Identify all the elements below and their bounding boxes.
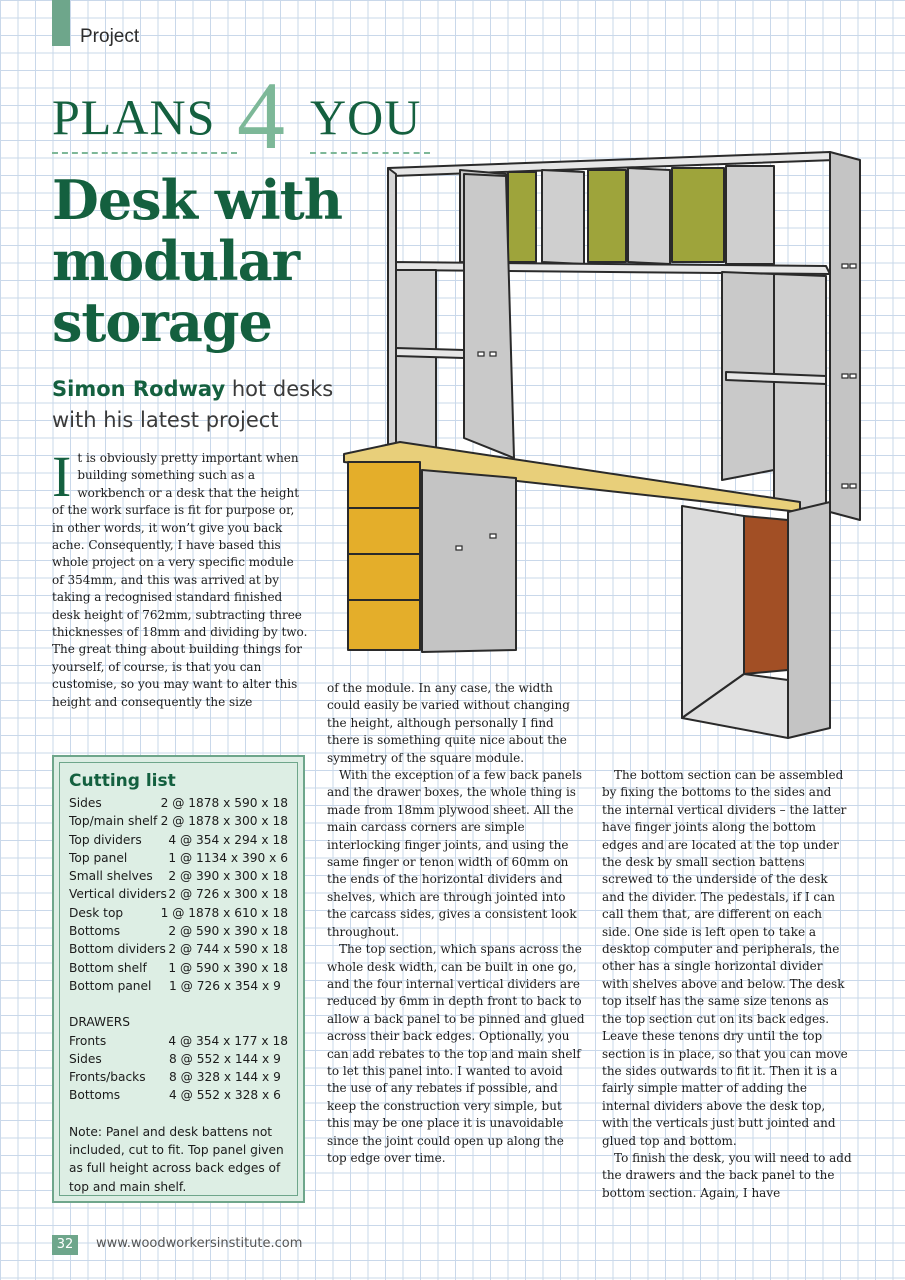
cutting-list-part: Top/main shelf <box>69 814 158 829</box>
right-side-panel <box>830 152 860 520</box>
joint-mark <box>842 374 848 378</box>
cutting-list-part: Top panel <box>69 850 128 865</box>
cutting-list-row <box>69 885 288 903</box>
joint-mark <box>842 484 848 488</box>
joint-mark <box>842 264 848 268</box>
cutting-list-size: 4 @ 552 x 328 x 6 <box>169 1088 281 1103</box>
logo-plans: PLANS <box>52 89 216 145</box>
cutting-list-row <box>69 940 288 958</box>
cutting-list-row <box>69 849 288 867</box>
joint-mark <box>850 374 856 378</box>
cutting-list-part: Bottoms <box>69 1088 121 1103</box>
col3-paragraph-1: The bottom section can be assembled by fixing the bottoms to the sides and the internal vertical dividers – the latter have finger joints along the bottom edges and are located at the top under the desk by small section battens screwed to the underside of the desk and the divider. The pedestals, if I can call them that, are different on each side. One side is left open to take a desktop computer and peripherals, the other has a single horizontal divider with shelves above and below. The desk top itself has the same size tenons as the top section cut on its back edges. Leave these tenons dry until the top section is in place, so that you can move the sides outwards to fit it. Then it is a fairly simple matter of adding the internal dividers above the desk top, with the verticals just butt jointed and glued top and bottom. <box>602 768 848 1148</box>
right-pedestal-side <box>788 502 830 738</box>
top-divider-2 <box>542 170 584 264</box>
title-line-1: Desk with <box>52 168 343 232</box>
cutting-list-part: Desk top <box>69 905 124 920</box>
right-pedestal-back <box>744 516 788 674</box>
top-divider-3 <box>628 168 670 264</box>
body-column-1 <box>52 444 308 711</box>
drawers-items <box>69 1032 288 1105</box>
cutting-list-part: Fronts <box>69 1033 107 1048</box>
cutting-list-size: 4 @ 354 x 177 x 18 <box>168 1033 288 1048</box>
cutting-list-size: 8 @ 552 x 144 x 9 <box>169 1051 281 1066</box>
cutting-list-row <box>69 959 288 977</box>
title-line-3: storage <box>52 290 272 354</box>
drawer-4 <box>348 600 420 650</box>
cutting-list-part: Bottom dividers <box>69 942 166 957</box>
body-column-2 <box>327 680 585 1167</box>
cutting-list-row <box>69 831 288 849</box>
cutting-list-box <box>52 755 305 1203</box>
col2-paragraph-1: of the module. In any case, the width could easily be varied without changing the height, although personally I find there is something quite nice about the symmetry of the square module. <box>327 681 570 765</box>
cutting-list-size: 8 @ 328 x 144 x 9 <box>169 1070 281 1085</box>
drawers-heading: DRAWERS <box>69 1015 130 1030</box>
byline <box>52 374 372 436</box>
cutting-list-part: Fronts/backs <box>69 1070 146 1085</box>
cutting-list-row <box>69 794 288 812</box>
drawer-3 <box>348 554 420 600</box>
cutting-list-part: Small shelves <box>69 869 153 884</box>
left-side-panel <box>388 168 396 458</box>
olive-panel-1 <box>508 172 536 262</box>
cutting-list-size: 2 @ 1878 x 300 x 18 <box>160 814 288 829</box>
cutting-list-size: 2 @ 590 x 390 x 18 <box>168 924 288 939</box>
byline-text-1: hot desks <box>225 377 334 401</box>
byline-author: Simon Rodway <box>52 377 226 401</box>
body-column-3 <box>602 767 852 1202</box>
joint-mark <box>850 264 856 268</box>
cutting-list-row <box>69 812 288 830</box>
joint-mark <box>456 546 462 550</box>
logo-four: 4 <box>237 62 285 169</box>
top-divider-4 <box>726 166 774 264</box>
cutting-list-row <box>69 1086 288 1104</box>
cutting-list-part: Sides <box>69 796 102 810</box>
cutting-list-row <box>69 1068 288 1086</box>
cutting-list-row <box>69 977 288 995</box>
cutting-list-size: 1 @ 1878 x 610 x 18 <box>160 905 288 920</box>
cutting-list-size: 4 @ 354 x 294 x 18 <box>168 832 288 847</box>
cutting-list-size: 1 @ 590 x 390 x 18 <box>168 960 288 975</box>
title-line-2: modular <box>52 229 300 293</box>
col1-paragraph: t is obviously pretty important when building something such as a workbench or a desk that the height of the work surface is fit for purpose or, in other words, it won’t give you back ache. Consequently, I have based this whole project on a very specific module of 354mm, and this was arrived at by taking a recognised standard finished desk height of 762mm, subtracting three thicknesses of 18mm and dividing by two. The great thing about building things for yourself, of course, is that you can customise, so you may want to alter this height and consequently the size <box>52 451 308 709</box>
left-vertical-divider <box>464 174 514 458</box>
cutting-list-row <box>69 1032 288 1050</box>
cutting-list-part: Bottom panel <box>69 978 152 993</box>
section-bar <box>52 0 70 46</box>
desk-illustration <box>330 140 878 750</box>
left-small-shelf <box>396 348 464 358</box>
cutting-list-row <box>69 867 288 885</box>
logo-rule-left <box>52 152 237 154</box>
cutting-list-row <box>69 922 288 940</box>
byline-text-2: with his latest project <box>52 408 279 432</box>
olive-panel-3 <box>672 168 724 262</box>
drop-cap: I <box>52 444 72 509</box>
cutting-list-size: 2 @ 390 x 300 x 18 <box>168 869 288 884</box>
joint-mark <box>850 484 856 488</box>
col2-paragraph-2: With the exception of a few back panels and the drawer boxes, the whole thing is made from 18mm plywood sheet. All the main carcass corners are simple interlocking finger joints, and using the same finger or tenon width of 60mm on the ends of the horizontal dividers and shelves, which are through jointed into the carcass sides, gives a consistent look throughout. <box>327 768 582 939</box>
cutting-list-part: Bottoms <box>69 924 121 939</box>
footer-url[interactable]: www.woodworkersinstitute.com <box>96 1236 303 1251</box>
cutting-list-part: Sides <box>69 1051 102 1066</box>
cutting-list-size: 2 @ 726 x 300 x 18 <box>168 887 288 902</box>
cutting-list-part: Top dividers <box>69 832 142 847</box>
cutting-list-row <box>69 904 288 922</box>
cutting-list-part: Vertical dividers <box>69 887 167 902</box>
joint-mark <box>490 352 496 356</box>
cutting-list-title: Cutting list <box>69 771 176 791</box>
cutting-list-part: Bottom shelf <box>69 960 147 975</box>
cutting-list-note: Note: Panel and desk battens not included, cut to fit. Top panel given as full height across back edges of top and main shelf. <box>69 1124 284 1194</box>
cutting-list-size: 1 @ 1134 x 390 x 6 <box>168 850 288 865</box>
drawer-2 <box>348 508 420 554</box>
section-label: Project <box>80 26 140 47</box>
right-vertical <box>774 274 826 510</box>
cutting-list-items <box>69 794 288 995</box>
cutting-list-row <box>69 1050 288 1068</box>
olive-panel-2 <box>588 170 626 262</box>
left-vertical <box>396 270 436 452</box>
cutting-list-size: 2 @ 744 x 590 x 18 <box>168 942 288 957</box>
drawer-1 <box>348 462 420 508</box>
logo-you: YOU <box>310 89 422 145</box>
page-number: 32 <box>52 1235 78 1255</box>
joint-mark <box>490 534 496 538</box>
col3-paragraph-2: To finish the desk, you will need to add the drawers and the back panel to the bottom section. Again, I have <box>602 1150 852 1200</box>
joint-mark <box>478 352 484 356</box>
cutting-list-inner <box>59 762 298 1196</box>
cutting-list-size: 1 @ 726 x 354 x 9 <box>169 978 281 993</box>
cutting-list-size: 2 @ 1878 x 590 x 18 <box>160 796 288 810</box>
col2-paragraph-3: The top section, which spans across the whole desk width, can be built in one go, and the four internal vertical dividers are reduced by 6mm in depth front to back to allow a back panel to be pinned and glued across their back edges. Optionally, you can add rebates to the top and main shelf to let this panel into. I wanted to avoid the use of any rebates if possible, and keep the construction very simple, but this may be one place it is unavoidable since the joint could open up along the top edge over time. <box>327 942 585 1165</box>
left-pedestal-side <box>422 470 516 652</box>
